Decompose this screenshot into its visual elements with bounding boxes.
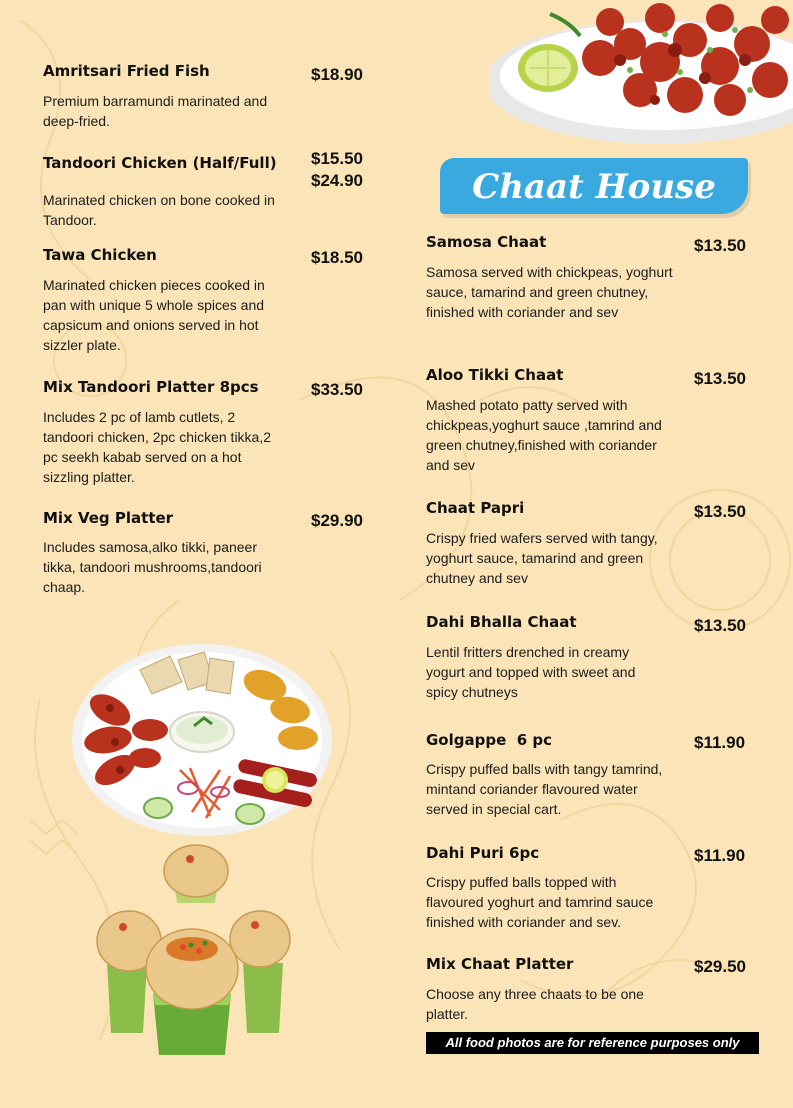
item-description: Marinated chicken pieces cooked in pan with unique 5 whole spices and capsicum and onions served in hot sizzler plate. (43, 277, 265, 353)
item-name: Chaat Papri (426, 499, 525, 517)
item-description: Choose any three chaats to be one platter. (426, 986, 644, 1022)
item-description: Lentil fritters drenched in creamy yogurt and topped with sweet and spicy chutneys (426, 644, 636, 700)
item-name: Mix Veg Platter (43, 509, 174, 527)
item-price: $18.90 (311, 65, 363, 84)
item-price: $33.50 (311, 380, 363, 399)
item-description: Crispy fried wafers served with tangy, yoghurt sauce, tamarind and green chutney and sev (426, 530, 658, 586)
item-description: Premium barramundi marinated and deep-fried. (43, 93, 268, 129)
chilli-chicken-photo (490, 0, 793, 165)
item-price: $13.50 (694, 616, 746, 635)
section-title: Chaat House (472, 167, 716, 207)
item-description: Mashed potato patty served with chickpeas,yoghurt sauce ,tamrind and green chutney,finished with coriander and sev (426, 397, 662, 473)
disclaimer-banner: All food photos are for reference purposes only (426, 1032, 759, 1054)
item-name: Golgappe 6 pc (426, 731, 552, 749)
item-name: Tawa Chicken (43, 246, 157, 264)
item-name: Mix Chaat Platter (426, 955, 574, 973)
item-name: Aloo Tikki Chaat (426, 366, 564, 384)
item-price: $18.50 (311, 248, 363, 267)
item-price-half: $15.50 (311, 149, 363, 168)
item-name: Samosa Chaat (426, 233, 547, 251)
tandoori-platter-photo (70, 640, 335, 840)
item-name: Dahi Bhalla Chaat (426, 613, 577, 631)
item-price-full: $24.90 (311, 171, 363, 190)
item-price: $13.50 (694, 369, 746, 388)
item-price: $13.50 (694, 236, 746, 255)
item-price: $11.90 (694, 846, 746, 865)
item-description: Crispy puffed balls topped with flavoured yoghurt and tamrind sauce finished with coriander and sev. (426, 874, 654, 930)
item-description: Samosa served with chickpeas, yoghurt sauce, tamarind and green chutney, finished with coriander and sev (426, 264, 673, 320)
item-description: Crispy puffed balls with tangy tamrind, mintand coriander flavoured water served in special cart. (426, 761, 663, 817)
item-price: $29.90 (311, 511, 363, 530)
golgappa-shots-photo (95, 843, 295, 1058)
item-description: Includes 2 pc of lamb cutlets, 2 tandoori chicken, 2pc chicken tikka,2 pc seekh kabab served on a hot sizzling platter. (43, 409, 272, 485)
item-name: Mix Tandoori Platter 8pcs (43, 378, 259, 396)
item-name: Dahi Puri 6pc (426, 844, 540, 862)
item-description: Includes samosa,alko tikki, paneer tikka, tandoori mushrooms,tandoori chaap. (43, 539, 262, 595)
item-name: Amritsari Fried Fish (43, 62, 210, 80)
item-price: $11.90 (694, 733, 746, 752)
item-price: $13.50 (694, 502, 746, 521)
item-price: $29.50 (694, 957, 746, 976)
item-description: Marinated chicken on bone cooked in Tandoor. (43, 192, 275, 228)
item-name: Tandoori Chicken (Half/Full) (43, 154, 277, 172)
